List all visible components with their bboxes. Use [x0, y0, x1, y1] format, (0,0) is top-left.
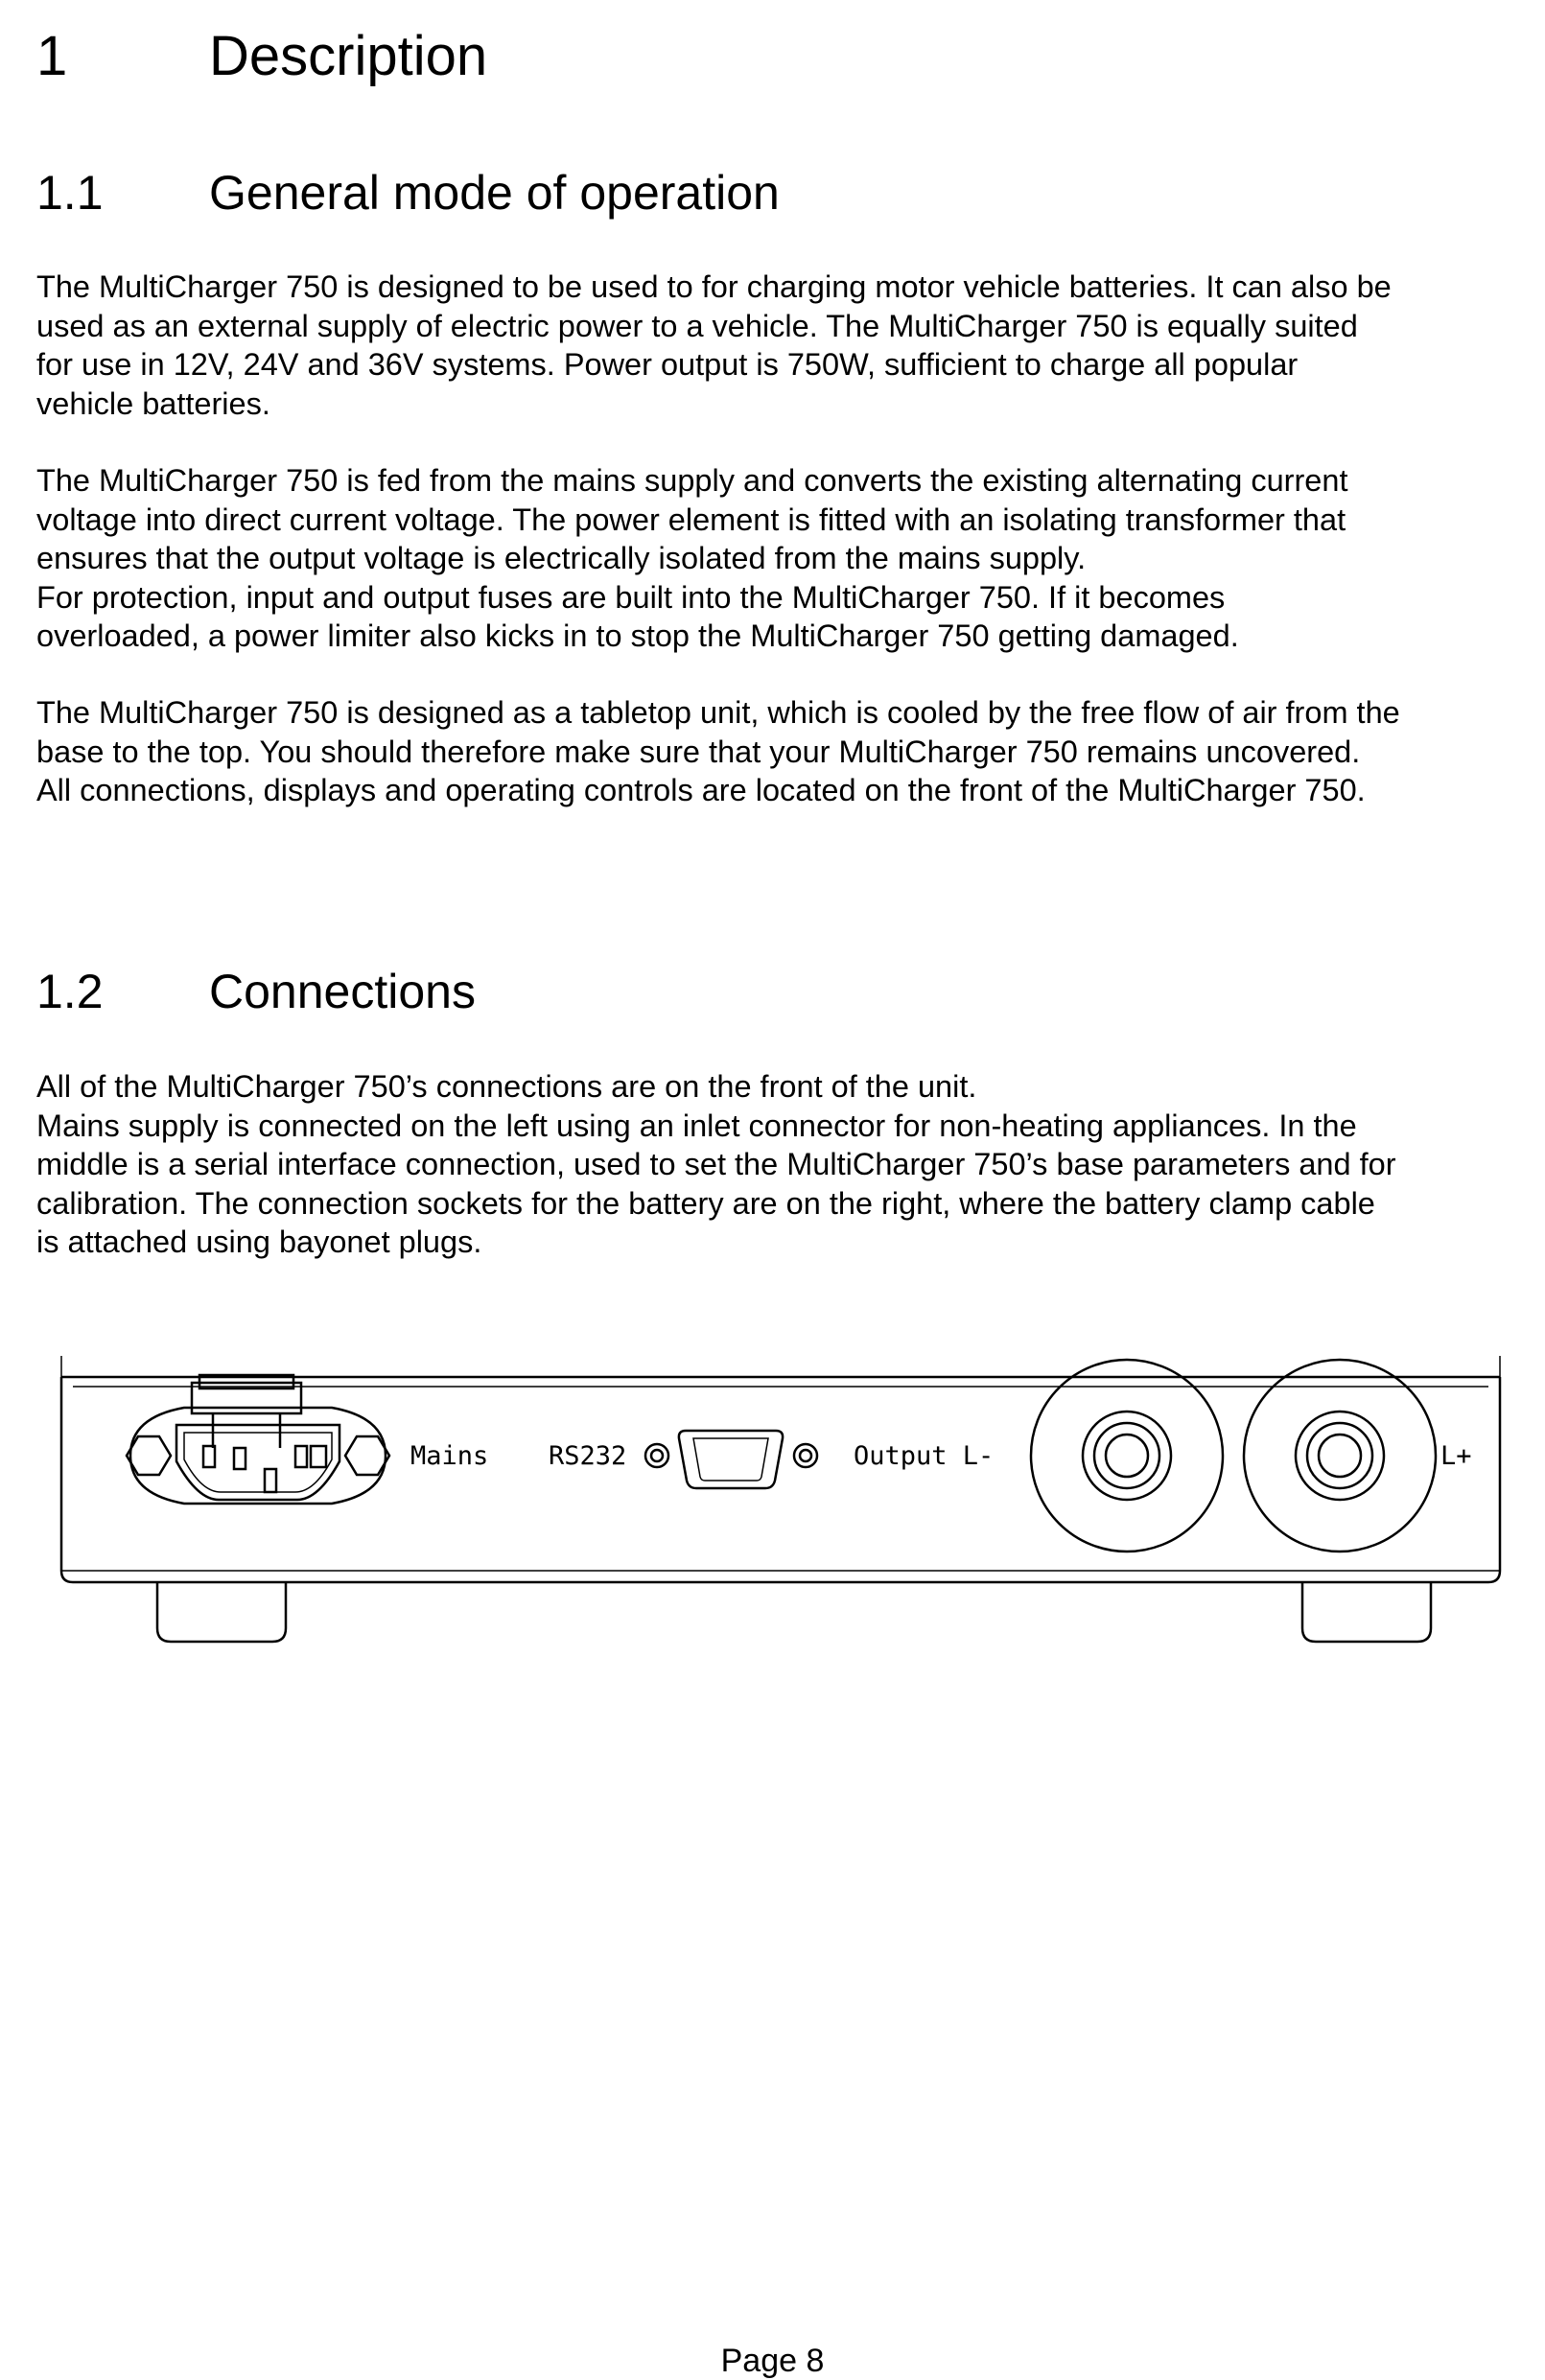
paragraph-mains-conversion	[36, 461, 1523, 656]
pin-right-outer	[311, 1446, 326, 1467]
text-line: Mains supply is connected on the left using an inlet connector for non-heating appliances. In the	[36, 1108, 1357, 1143]
text-line: voltage into direct current voltage. The power element is fitted with an isolating transformer that	[36, 502, 1346, 537]
output-label: Output L-	[854, 1441, 995, 1471]
section-title: Description	[209, 25, 488, 87]
output-negative-socket-icon	[1031, 1360, 1223, 1552]
text-line: ensures that the output voltage is electrically isolated from the mains supply.	[36, 541, 1087, 575]
text-line: All of the MultiCharger 750’s connections are on the front of the unit.	[36, 1069, 977, 1104]
rs232-connector-icon	[645, 1431, 817, 1488]
text-line: base to the top. You should therefore make sure that your MultiCharger 750 remains uncovered.	[36, 734, 1361, 769]
text-line: for use in 12V, 24V and 36V systems. Power output is 750W, sufficient to charge all popular	[36, 347, 1299, 382]
pin-earth	[265, 1469, 276, 1492]
right-foot	[1302, 1582, 1431, 1642]
output-positive-socket-icon	[1244, 1360, 1436, 1552]
section-number: 1.2	[36, 965, 104, 1018]
mains-label: Mains	[410, 1441, 489, 1471]
text-line: middle is a serial interface connection, used to set the MultiCharger 750’s base parameters and for	[36, 1147, 1396, 1181]
text-line: The MultiCharger 750 is designed as a tabletop unit, which is cooled by the free flow of air from the	[36, 695, 1400, 730]
pin-center-left	[234, 1448, 246, 1469]
page-number: Page 8	[720, 2343, 825, 2379]
section-title: General mode of operation	[209, 166, 780, 220]
text-line: vehicle batteries.	[36, 385, 270, 421]
text-line: The MultiCharger 750 is fed from the mains supply and converts the existing alternating current	[36, 463, 1348, 498]
left-foot	[157, 1582, 286, 1642]
paragraph-connections	[36, 1067, 1523, 1262]
text-line: calibration. The connection sockets for the battery are on the right, where the battery clamp cable	[36, 1185, 1375, 1221]
front-panel-drawing	[31, 1312, 1533, 1668]
text-line: All connections, displays and operating controls are located on the front of the MultiCharger 750.	[36, 773, 1366, 807]
text-line: For protection, input and output fuses are built into the MultiCharger 750. If it becomes	[36, 579, 1226, 615]
text-line: overloaded, a power limiter also kicks in to stop the MultiCharger 750 getting damaged.	[36, 618, 1239, 653]
paragraph-intro	[36, 268, 1523, 423]
pin-right	[295, 1446, 307, 1467]
section-number: 1.1	[36, 166, 104, 220]
pin-left	[203, 1446, 215, 1467]
positive-terminal-label: L+	[1440, 1441, 1472, 1471]
section-heading-description	[36, 25, 487, 88]
section-title: Connections	[209, 965, 476, 1018]
text-line: used as an external supply of electric power to a vehicle. The MultiCharger 750 is equally suited	[36, 308, 1358, 343]
text-line: The MultiCharger 750 is designed to be used to for charging motor vehicle batteries. It can also be	[36, 269, 1392, 304]
section-number: 1	[36, 25, 68, 87]
section-heading-general-mode	[36, 165, 780, 221]
section-heading-connections	[36, 964, 476, 1019]
text-line: is attached using bayonet plugs.	[36, 1225, 482, 1259]
rs232-label: RS232	[549, 1441, 627, 1471]
mains-inlet-icon	[127, 1375, 389, 1504]
paragraph-tabletop-unit	[36, 693, 1523, 810]
